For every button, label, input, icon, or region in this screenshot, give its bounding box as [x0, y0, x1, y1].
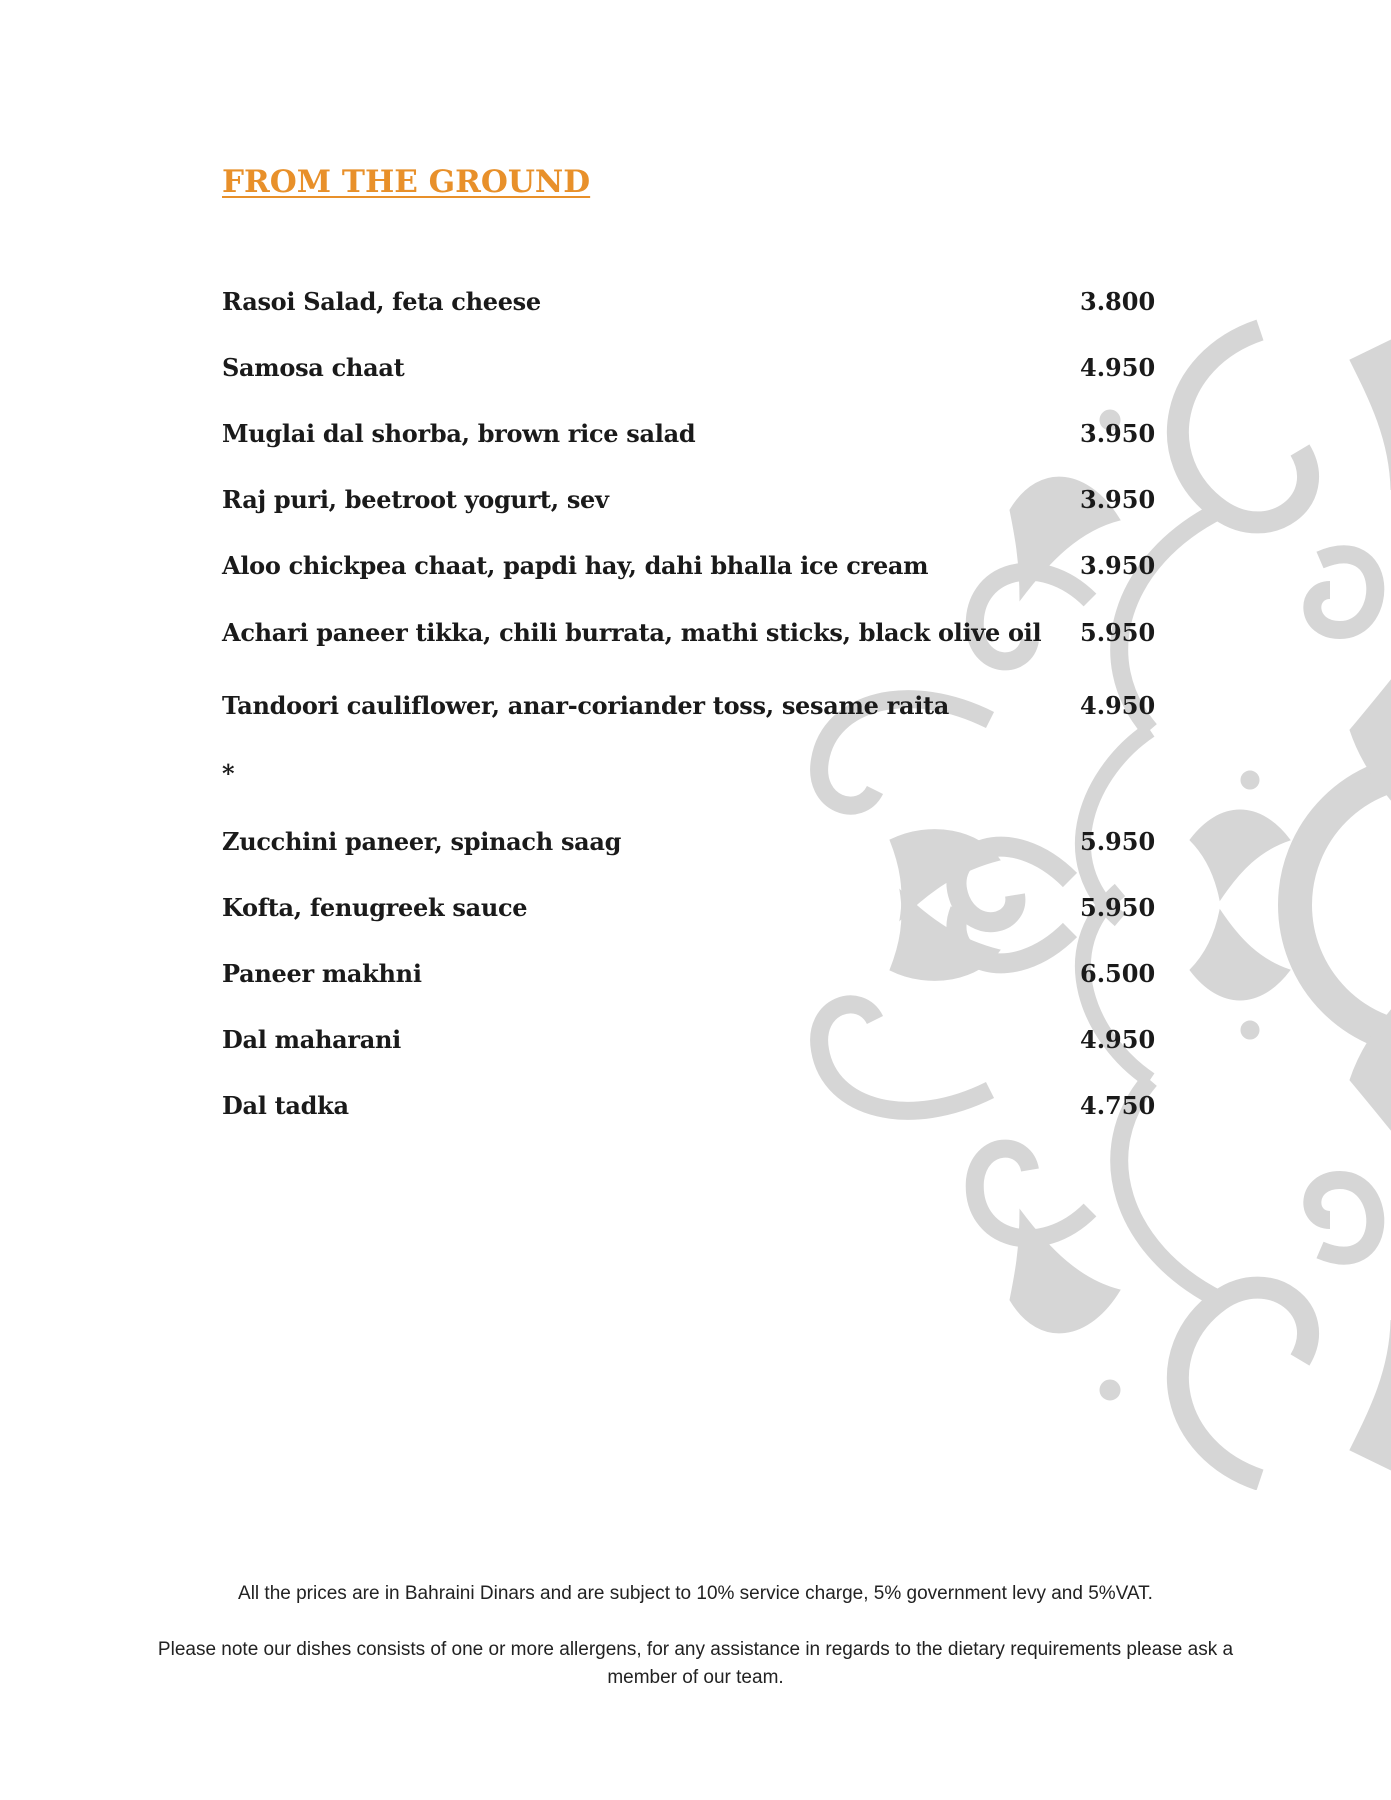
menu-item-price: 3.800: [1080, 287, 1156, 316]
menu-item-name: Kofta, fenugreek sauce: [222, 893, 528, 922]
menu-item-name: Zucchini paneer, spinach saag: [222, 827, 622, 856]
menu-item: [222, 691, 1156, 725]
menu-item: [222, 1025, 1156, 1059]
section-title: FROM THE GROUND: [222, 164, 591, 200]
menu-item-price: 4.950: [1080, 691, 1156, 720]
menu-item-name: Rasoi Salad, feta cheese: [222, 287, 541, 316]
pricing-note: All the prices are in Bahraini Dinars and are subject to 10% service charge, 5% government levy and 5%VAT.: [238, 1583, 1153, 1604]
menu-item: [222, 287, 1156, 321]
menu-item: [222, 893, 1156, 927]
menu-item-price: 5.950: [1080, 618, 1156, 647]
menu-item-name: Muglai dal shorba, brown rice salad: [222, 419, 696, 448]
menu-item: [222, 618, 1156, 652]
menu-item-price: 3.950: [1080, 419, 1156, 448]
menu-item: [222, 1091, 1156, 1125]
menu-item: [222, 827, 1156, 861]
menu-separator: *: [222, 759, 235, 788]
menu-item-price: 6.500: [1080, 959, 1156, 988]
menu-item: [222, 419, 1156, 453]
menu-item-price: 3.950: [1080, 551, 1156, 580]
allergen-note: Please note our dishes consists of one or more allergens, for any assistance in regards to the dietary requirements please ask a member of our team.: [157, 1639, 1234, 1688]
menu-item-name: Raj puri, beetroot yogurt, sev: [222, 485, 609, 514]
menu-item-price: 4.950: [1080, 353, 1156, 382]
menu-item-name: Dal tadka: [222, 1091, 349, 1120]
menu-item-price: 5.950: [1080, 827, 1156, 856]
menu-item-name: Dal maharani: [222, 1025, 401, 1054]
menu-item: [222, 959, 1156, 993]
menu-item-name: Aloo chickpea chaat, papdi hay, dahi bhalla ice cream: [222, 551, 929, 580]
menu-item-name: Samosa chaat: [222, 353, 405, 382]
menu-item: [222, 353, 1156, 387]
menu-item-price: 3.950: [1080, 485, 1156, 514]
menu-item: [222, 485, 1156, 519]
menu-item-name: Paneer makhni: [222, 959, 422, 988]
menu-item-price: 4.750: [1080, 1091, 1156, 1120]
menu-item-price: 5.950: [1080, 893, 1156, 922]
menu-item-name: Achari paneer tikka, chili burrata, mathi sticks, black olive oil: [222, 618, 1042, 647]
menu-item-name: Tandoori cauliflower, anar-coriander toss, sesame raita: [222, 691, 950, 720]
menu-item-price: 4.950: [1080, 1025, 1156, 1054]
menu-item: [222, 551, 1156, 585]
